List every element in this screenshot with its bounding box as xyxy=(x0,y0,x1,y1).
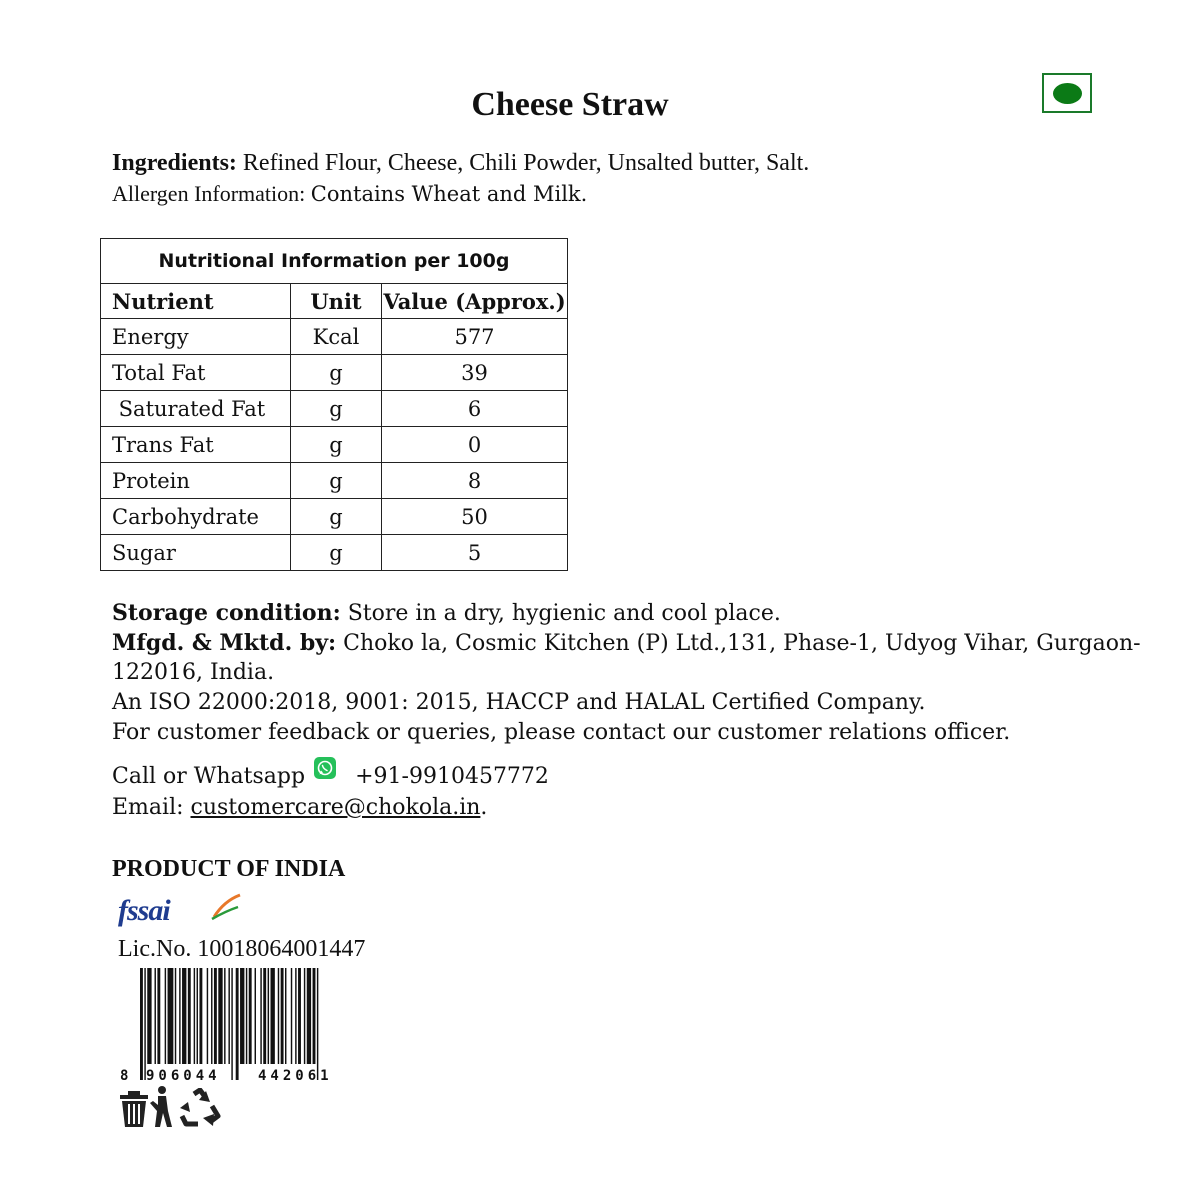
call-label: Call or Whatsapp xyxy=(112,764,306,789)
barcode-bar xyxy=(155,968,156,1064)
nutrition-table xyxy=(100,238,568,571)
barcode-bar xyxy=(298,968,301,1064)
manufacturer-label: Mfgd. & Mktd. by: xyxy=(112,630,337,656)
header-unit: Unit xyxy=(291,284,382,319)
barcode-bar xyxy=(224,968,225,1064)
storage-label: Storage condition: xyxy=(112,600,341,626)
barcode-bar xyxy=(263,968,266,1064)
nutrient-value: 577 xyxy=(382,319,568,355)
nutrient-name: Carbohydrate xyxy=(101,499,291,535)
barcode-bar xyxy=(240,968,244,1064)
nutrient-value: 8 xyxy=(382,463,568,499)
barcode-bars xyxy=(140,968,318,1080)
manufacturer-line xyxy=(112,630,1141,656)
barcode-bar xyxy=(218,968,222,1064)
license-number: Lic.No. 10018064001447 xyxy=(118,936,366,962)
nutrient-name: Protein xyxy=(101,463,291,499)
barcode-bar xyxy=(246,968,247,1064)
barcode-bar xyxy=(307,968,311,1064)
barcode-bar xyxy=(179,968,180,1064)
product-origin: PRODUCT OF INDIA xyxy=(112,856,346,882)
barcode-bar xyxy=(182,968,186,1064)
nutrient-name: Total Fat xyxy=(101,355,291,391)
barcode xyxy=(118,968,362,1083)
header-nutrient: Nutrient xyxy=(101,284,291,319)
ingredients-line xyxy=(112,150,809,177)
nutrient-unit: g xyxy=(291,427,382,463)
manufacturer-address-cont: 122016, India. xyxy=(112,660,275,685)
barcode-bar xyxy=(140,968,143,1080)
nutrient-unit: Kcal xyxy=(291,319,382,355)
barcode-bar xyxy=(144,968,145,1080)
nutrient-name: Trans Fat xyxy=(101,427,291,463)
allergen-label: Allergen Information: xyxy=(112,181,311,206)
nutrient-name: Energy xyxy=(101,319,291,355)
header-value: Value (Approx.) xyxy=(382,284,568,319)
table-row xyxy=(101,391,568,427)
barcode-right-digits: 442061 xyxy=(258,1068,333,1083)
nutrient-unit: g xyxy=(291,355,382,391)
barcode-bar xyxy=(236,968,239,1080)
barcode-bar xyxy=(295,968,296,1064)
veg-mark-icon xyxy=(1042,73,1092,113)
nutrition-caption: Nutritional Information per 100g xyxy=(101,239,568,284)
barcode-bar xyxy=(147,968,151,1064)
nutrient-name: Saturated Fat xyxy=(101,391,291,427)
nutrient-unit: g xyxy=(291,499,382,535)
barcode-bar xyxy=(313,968,316,1064)
feedback-line: For customer feedback or queries, please contact our customer relations officer. xyxy=(112,720,1011,745)
barcode-bar xyxy=(214,968,217,1064)
fssai-logo-text: fssai xyxy=(118,894,170,927)
phone-number[interactable]: +91-9910457772 xyxy=(355,764,549,789)
barcode-bar xyxy=(175,968,176,1064)
nutrient-value: 5 xyxy=(382,535,568,571)
barcode-bar xyxy=(317,968,318,1080)
nutrient-name: Sugar xyxy=(101,535,291,571)
table-row xyxy=(101,535,568,571)
ingredients-text: Refined Flour, Cheese, Chili Powder, Unsalted butter, Salt. xyxy=(236,150,810,176)
nutrient-value: 6 xyxy=(382,391,568,427)
table-row xyxy=(101,319,568,355)
email-link[interactable]: customercare@chokola.in xyxy=(190,795,481,820)
dispose-responsibly-icon xyxy=(118,1085,174,1129)
barcode-bar xyxy=(194,968,195,1064)
ingredients-label: Ingredients: xyxy=(112,150,237,176)
nutrient-unit: g xyxy=(291,391,382,427)
barcode-bar xyxy=(168,968,174,1064)
nutrient-value: 0 xyxy=(382,427,568,463)
barcode-bar xyxy=(188,968,191,1064)
barcode-bar xyxy=(281,968,284,1064)
barcode-bar xyxy=(278,968,279,1064)
barcode-bar xyxy=(260,968,261,1064)
storage-line xyxy=(112,600,781,626)
table-row xyxy=(101,355,568,391)
veg-dot xyxy=(1053,83,1082,104)
fssai-logo xyxy=(116,893,241,927)
barcode-bar xyxy=(211,968,212,1064)
table-row xyxy=(101,499,568,535)
barcode-bar xyxy=(197,968,198,1064)
email-line xyxy=(112,795,487,820)
barcode-bar xyxy=(199,968,202,1064)
certification-line: An ISO 22000:2018, 9001: 2015, HACCP and HALAL Certified Company. xyxy=(112,690,926,715)
barcode-bar xyxy=(255,968,256,1064)
nutrient-unit: g xyxy=(291,463,382,499)
table-row xyxy=(101,427,568,463)
barcode-bar xyxy=(157,968,160,1064)
barcode-bar xyxy=(165,968,166,1064)
barcode-bar xyxy=(285,968,286,1064)
barcode-bar xyxy=(271,968,275,1064)
allergen-line xyxy=(112,181,587,207)
email-suffix: . xyxy=(480,795,488,820)
barcode-left-digits: 906044 xyxy=(146,1068,221,1083)
storage-text: Store in a dry, hygienic and cool place. xyxy=(340,601,781,626)
nutrient-unit: g xyxy=(291,535,382,571)
barcode-bar xyxy=(249,968,252,1064)
barcode-first-digit: 8 xyxy=(120,1068,129,1083)
product-title: Cheese Straw xyxy=(471,86,669,123)
recycle-icon xyxy=(178,1088,222,1128)
email-label: Email: xyxy=(112,795,191,820)
barcode-bar xyxy=(304,968,305,1064)
nutrient-value: 50 xyxy=(382,499,568,535)
barcode-bar xyxy=(228,968,229,1064)
barcode-bar xyxy=(207,968,208,1064)
manufacturer-address: Choko la, Cosmic Kitchen (P) Ltd.,131, Phase-1, Udyog Vihar, Gurgaon- xyxy=(336,631,1141,656)
barcode-bar xyxy=(268,968,269,1064)
nutrient-value: 39 xyxy=(382,355,568,391)
whatsapp-icon xyxy=(314,757,336,779)
allergen-text: Contains Wheat and Milk. xyxy=(310,182,588,206)
table-row xyxy=(101,463,568,499)
barcode-bar xyxy=(291,968,292,1064)
barcode-bar xyxy=(231,968,232,1080)
